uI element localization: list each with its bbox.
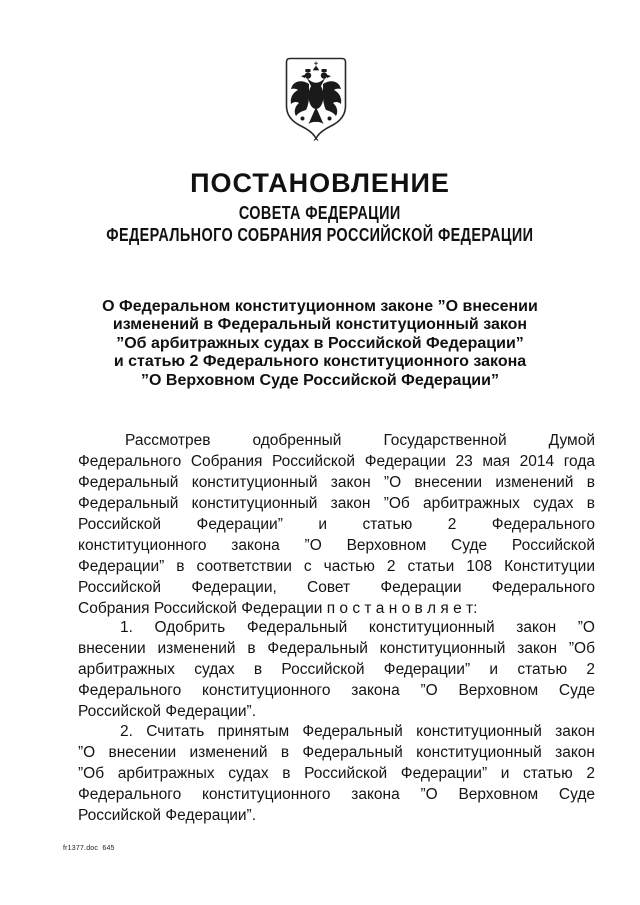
text-line: Российской Федерации”. xyxy=(78,807,257,824)
subject-line: ”О Верховном Суде Российской Федерации” xyxy=(141,371,499,389)
text-line: арбитражных судах в Российской Федерации” и статью 2 xyxy=(78,661,595,678)
text-line: Федеральный конституционный закон ”О внесении изменений в xyxy=(78,474,595,491)
resolution-point-2 xyxy=(78,721,595,826)
text-line: Рассмотрев одобренный Государственной Думой xyxy=(125,432,595,449)
subject-line: ”Об арбитражных судах в Российской Федерации” xyxy=(116,334,524,352)
text-line: Федерации” в соответствии с частью 2 статьи 108 Конституции xyxy=(78,558,595,575)
text-line: Федерального конституционного закона ”О Верховном Суде xyxy=(78,682,595,699)
paragraph-preamble xyxy=(78,430,595,619)
text-line: Федерального Собрания Российской Федерации 23 мая 2014 года xyxy=(78,453,595,470)
issuing-body-line-1 xyxy=(0,203,640,225)
subject-line: О Федеральном конституционном законе ”О внесении xyxy=(102,298,538,315)
doc-type-title: ПОСТАНОВЛЕНИЕ xyxy=(190,168,450,198)
issuing-body-line-2 xyxy=(0,225,640,247)
text-line: Российской Федерации”. xyxy=(78,703,257,720)
text-line: Собрания Российской Федерации п о с т а н о в л я е т: xyxy=(78,600,478,617)
text-line: ”Об арбитражных судах в Российской Федерации” и статью 2 xyxy=(78,765,595,782)
subject-line: изменений в Федеральный конституционный закон xyxy=(112,316,528,334)
subject-title xyxy=(0,298,640,390)
text-line: внесении изменений в Федеральный конституционный закон ”Об xyxy=(78,640,595,657)
text-line: 2. Считать принятым Федеральный конституционный закон xyxy=(120,723,595,740)
resolution-point-1 xyxy=(78,617,595,722)
subject-line: и статью 2 Федерального конституционного закона xyxy=(113,353,527,371)
text-line: Российской Федерации” и статью 2 Федерального xyxy=(78,516,595,533)
text-line: Федеральный конституционный закон ”Об арбитражных судах в xyxy=(78,495,595,512)
text-line: конституционного закона ”О Верховном Суде Российской xyxy=(78,537,595,554)
issuing-body-text-1: СОВЕТА ФЕДЕРАЦИИ xyxy=(239,202,401,223)
text-line: Российской Федерации, Совет Федерации Федерального xyxy=(78,579,595,596)
text-line: ”О внесении изменений в Федеральный конституционный закон xyxy=(78,744,595,761)
text-line: Федерального конституционного закона ”О Верховном Суде xyxy=(78,786,595,803)
footer-file-note: fr1377.doc 645 xyxy=(63,845,115,852)
issuing-body-text-2: ФЕДЕРАЛЬНОГО СОБРАНИЯ РОССИЙСКОЙ ФЕДЕРАЦИИ xyxy=(106,224,534,245)
text-line: 1. Одобрить Федеральный конституционный закон ”О xyxy=(120,619,595,636)
russian-coat-of-arms-icon xyxy=(283,56,349,142)
